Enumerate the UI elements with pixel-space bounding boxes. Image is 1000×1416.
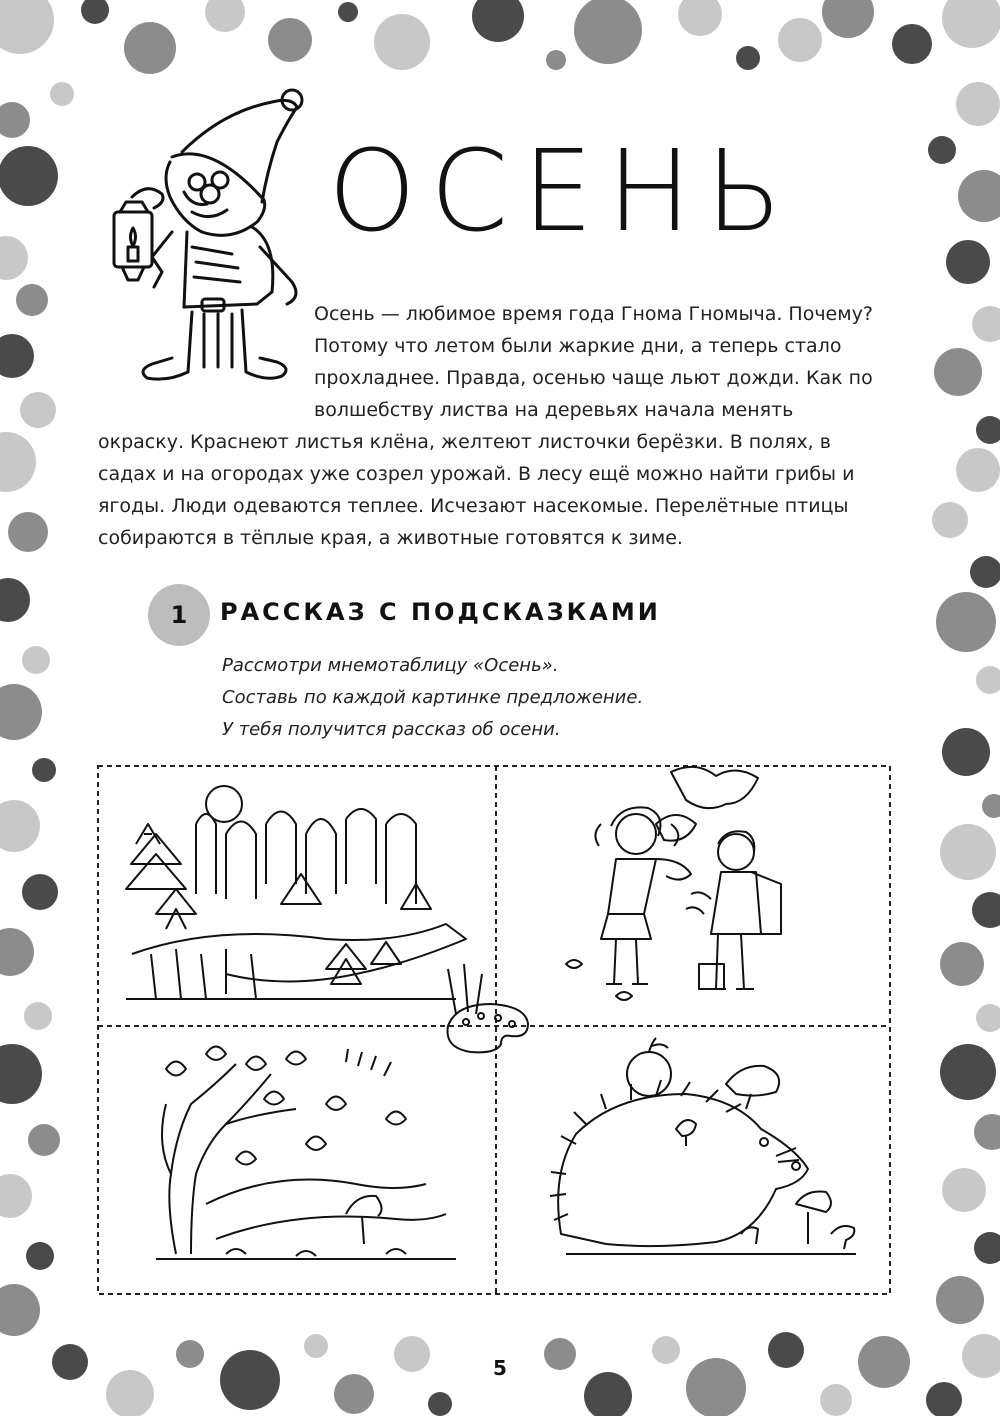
page-number: 5 <box>470 1338 530 1398</box>
intro-line: прохладнее. Правда, осенью чаще льют дожди. Как по <box>314 367 873 389</box>
hedgehog-illustration <box>550 1038 856 1254</box>
intro-line: окраску. Краснеют листья клёна, желтеют листочки берёзки. В полях, в <box>98 431 831 453</box>
instruction-line: Рассмотри мнемотаблицу «Осень». <box>222 655 559 676</box>
intro-text <box>98 298 898 554</box>
task-title: РАССКАЗ С ПОДСКАЗКАМИ <box>220 598 661 626</box>
intro-line: Потому что летом были жаркие дни, а теперь стало <box>314 335 842 357</box>
instruction-line: Составь по каждой картинке предложение. <box>222 687 644 708</box>
children-illustration <box>566 767 781 1000</box>
mnemonic-table <box>96 764 892 1296</box>
intro-line: Осень — любимое время года Гнома Гномыча. Почему? <box>314 303 873 325</box>
page-title: ОСЕНЬ <box>328 127 797 257</box>
instruction-line: У тебя получится рассказ об осени. <box>222 719 561 740</box>
palette-icon <box>447 964 528 1052</box>
intro-line: садах и на огородах уже созрел урожай. В лесу ещё можно найти грибы и <box>98 463 855 485</box>
task-number-badge: 1 <box>148 584 210 646</box>
intro-line: волшебству листва на деревьях начала менять <box>314 399 794 421</box>
intro-line: собираются в тёплые края, а животные готовятся к зиме. <box>98 527 683 549</box>
forest-illustration <box>126 786 466 999</box>
autumn-tree-illustration <box>156 1047 456 1260</box>
task-instructions <box>222 650 643 746</box>
intro-line: ягоды. Люди одеваются теплее. Исчезают насекомые. Перелётные птицы <box>98 495 849 517</box>
